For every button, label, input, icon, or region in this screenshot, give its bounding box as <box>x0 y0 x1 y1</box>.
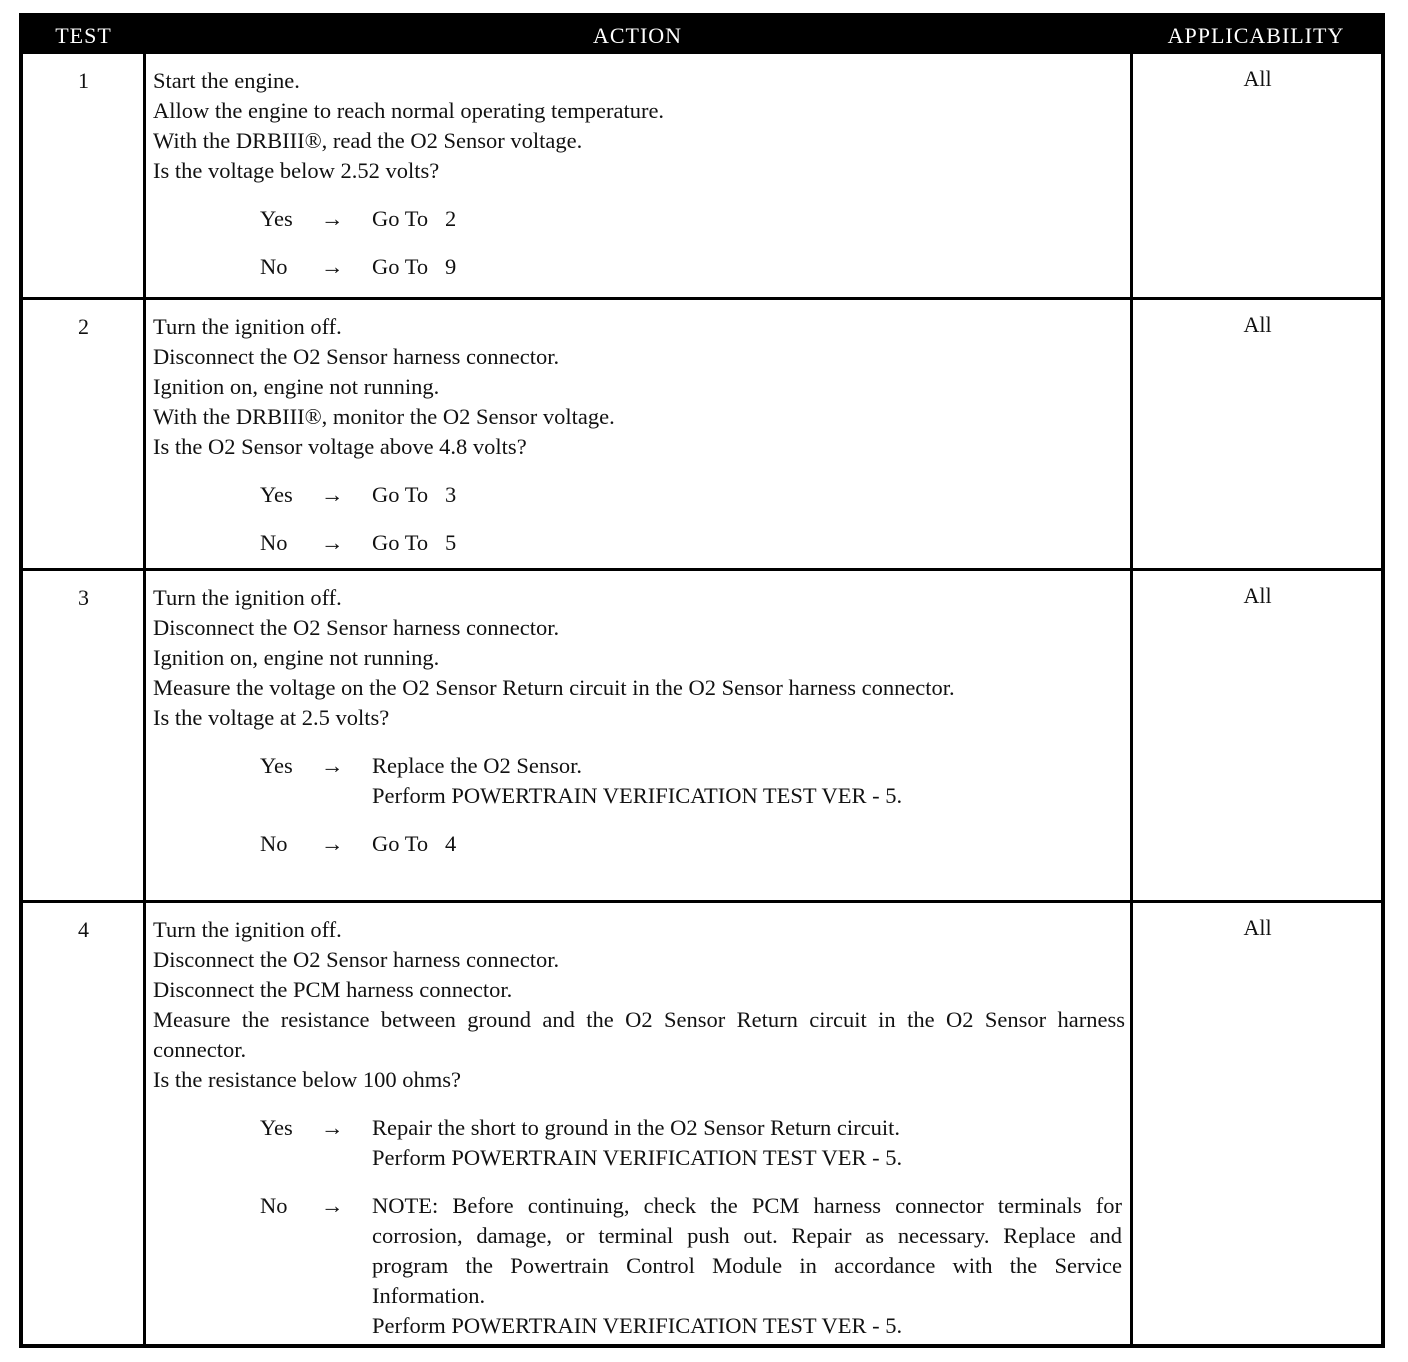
action-cell <box>153 312 1125 558</box>
applicability-cell: All <box>1243 66 1272 91</box>
step-text: Measure the resistance between ground and the O2 Sensor Return circuit in the O2 Sensor harness connector. <box>153 1007 1125 1062</box>
table-header <box>23 17 1381 54</box>
result-text: Go To 3 <box>372 482 457 507</box>
answer-label: No <box>260 1193 288 1218</box>
arrow-icon: → <box>321 254 344 279</box>
answer-label: Yes <box>260 753 293 778</box>
header-action: ACTION <box>592 23 683 48</box>
arrow-icon: → <box>321 753 344 778</box>
result-text: Perform POWERTRAIN VERIFICATION TEST VER - 5. <box>372 1145 903 1170</box>
result-text: Perform POWERTRAIN VERIFICATION TEST VER - 5. <box>372 1313 903 1338</box>
step-text: Allow the engine to reach normal operating temperature. <box>153 98 665 123</box>
header-applicability: APPLICABILITY <box>1167 23 1345 48</box>
response-no <box>260 528 1125 558</box>
test-number: 3 <box>78 585 89 610</box>
step-text: Is the O2 Sensor voltage above 4.8 volts? <box>153 434 527 459</box>
step-text: Turn the ignition off. <box>153 917 342 942</box>
arrow-icon: → <box>321 530 344 555</box>
response-no <box>260 252 1125 282</box>
action-cell <box>153 66 1125 282</box>
step-text: Is the resistance below 100 ohms? <box>153 1067 462 1092</box>
table-row-test-4 <box>23 900 1381 1348</box>
step-text: Disconnect the O2 Sensor harness connector. <box>153 344 560 369</box>
step-text: Ignition on, engine not running. <box>153 645 440 670</box>
response-no <box>260 829 1125 859</box>
answer-label: No <box>260 831 288 856</box>
step-text: Start the engine. <box>153 68 300 93</box>
arrow-icon: → <box>321 482 344 507</box>
arrow-icon: → <box>321 206 344 231</box>
action-cell <box>153 583 1125 859</box>
test-number: 2 <box>78 314 89 339</box>
step-text: With the DRBIII®, read the O2 Sensor voltage. <box>153 128 583 153</box>
step-text: Disconnect the PCM harness connector. <box>153 977 513 1002</box>
result-text: Repair the short to ground in the O2 Sensor Return circuit. <box>372 1115 901 1140</box>
step-text: Ignition on, engine not running. <box>153 374 440 399</box>
step-text: Is the voltage at 2.5 volts? <box>153 705 390 730</box>
response-yes <box>260 480 1125 510</box>
step-text: Disconnect the O2 Sensor harness connector. <box>153 615 560 640</box>
response-yes <box>260 751 1125 811</box>
answer-label: No <box>260 254 288 279</box>
result-text: NOTE: Before continuing, check the PCM harness connector terminals for corrosion, damage, or terminal push out. Repair as necessary. Replace and program the Powertrain Control Module in accordance with the Service Information. <box>372 1193 1122 1308</box>
table-row-test-2 <box>23 297 1381 568</box>
arrow-icon: → <box>321 1115 344 1140</box>
step-text: With the DRBIII®, monitor the O2 Sensor voltage. <box>153 404 615 429</box>
result-text: Perform POWERTRAIN VERIFICATION TEST VER - 5. <box>372 783 903 808</box>
response-yes <box>260 1113 1125 1173</box>
arrow-icon: → <box>321 1193 344 1218</box>
answer-label: Yes <box>260 206 293 231</box>
response-no <box>260 1191 1125 1341</box>
applicability-cell: All <box>1243 915 1272 940</box>
result-text: Go To 5 <box>372 530 457 555</box>
step-text: Is the voltage below 2.52 volts? <box>153 158 440 183</box>
result-text: Go To 4 <box>372 831 457 856</box>
diagnostic-test-table <box>19 13 1385 1348</box>
table-row-test-1 <box>23 54 1381 297</box>
step-text: Measure the voltage on the O2 Sensor Return circuit in the O2 Sensor harness connector. <box>153 675 955 700</box>
step-text: Turn the ignition off. <box>153 314 342 339</box>
test-number: 4 <box>78 917 89 942</box>
step-text: Turn the ignition off. <box>153 585 342 610</box>
response-yes <box>260 204 1125 234</box>
header-test: TEST <box>55 23 112 48</box>
step-text: Disconnect the O2 Sensor harness connector. <box>153 947 560 972</box>
table-row-test-3 <box>23 568 1381 900</box>
action-cell <box>153 915 1125 1341</box>
answer-label: Yes <box>260 482 293 507</box>
applicability-cell: All <box>1243 312 1272 337</box>
result-text: Go To 9 <box>372 254 457 279</box>
arrow-icon: → <box>321 831 344 856</box>
result-text: Go To 2 <box>372 206 457 231</box>
result-text: Replace the O2 Sensor. <box>372 753 582 778</box>
applicability-cell: All <box>1243 583 1272 608</box>
answer-label: No <box>260 530 288 555</box>
test-number: 1 <box>78 68 89 93</box>
answer-label: Yes <box>260 1115 293 1140</box>
